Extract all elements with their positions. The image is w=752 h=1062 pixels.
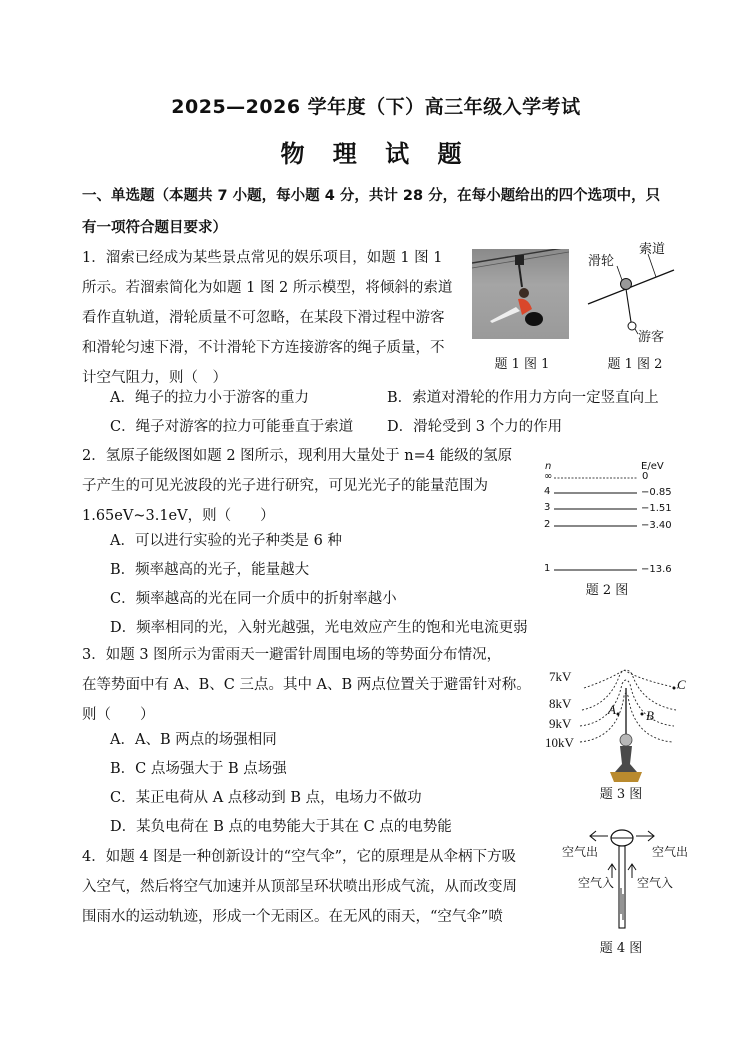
q1-fig1-caption: 题 1 图 1 <box>494 357 550 372</box>
level-n-3: 3 <box>544 502 551 513</box>
q3-line: 则（ ） <box>82 707 155 723</box>
q4-line: 围雨水的运动轨迹，形成一个无雨区。在无风的雨天，“空气伞”喷 <box>82 909 503 925</box>
q1-label-tourist: 游客 <box>638 330 665 345</box>
q3-option-d: D．某负电荷在 B 点的电势能大于其在 C 点的电势能 <box>110 819 452 835</box>
section-heading-line: 有一项符合题目要求） <box>82 220 227 236</box>
lightning-rod-pedestal <box>610 772 642 782</box>
exam-title: 2025—2026 学年度（下）高三年级入学考试 <box>171 96 581 118</box>
q3-option-b: B．C 点场强大于 B 点场强 <box>110 761 287 777</box>
q3-options <box>110 726 452 842</box>
q4-fig-caption: 题 4 图 <box>599 941 643 956</box>
air-out-arrow-left-icon <box>590 831 608 841</box>
question-3 <box>82 640 532 730</box>
q1-fig2-caption: 题 1 图 2 <box>607 357 663 372</box>
q2-option-a: A．可以进行实验的光子种类是 6 种 <box>110 533 342 549</box>
cable-label-leader <box>648 254 656 277</box>
pulley-label-leader <box>617 266 622 280</box>
q1-label-cable: 索道 <box>639 242 666 257</box>
q3-option-c: C．某正电荷从 A 点移动到 B 点，电场力不做功 <box>110 790 422 806</box>
lightning-rod-ball <box>620 734 632 746</box>
q1-line: 和滑轮匀速下滑，不计滑轮下方连接游客的绳子质量，不 <box>82 340 445 356</box>
air-out-arrow-right-icon <box>636 831 654 841</box>
rope-line <box>626 289 631 322</box>
question-2 <box>82 441 532 531</box>
q2-fig-caption: 题 2 图 <box>585 583 629 598</box>
q2-option-c: C．频率越高的光在同一介质中的折射率越小 <box>110 591 397 607</box>
level-n-4: 4 <box>544 486 551 497</box>
question-1 <box>82 243 482 393</box>
level-e-2: −3.40 <box>641 520 672 531</box>
q1-line: 看作直轨道，滑轮质量不可忽略，在某段下滑过程中游客 <box>82 310 445 326</box>
q4-air-out-right: 空气出 <box>652 845 689 859</box>
q3-surface-10kv: 10kV <box>545 735 574 750</box>
point-b-marker <box>641 713 644 716</box>
q3-line: 3．如题 3 图所示为雷雨天一避雷针周围电场的等势面分布情况， <box>82 647 502 663</box>
umbrella-handle <box>619 846 625 928</box>
q2-line: 子产生的可见光波段的光子进行研究，可见光光子的能量范围为 <box>82 478 488 494</box>
exam-subtitle: 物 理 试 题 <box>280 140 472 168</box>
q4-air-in-right: 空气入 <box>637 876 674 890</box>
q2-options <box>110 527 528 643</box>
q3-line: 在等势面中有 A、B、C 三点。其中 A、B 两点位置关于避雷针对称。 <box>82 677 531 693</box>
q2-n-label: n <box>545 461 552 472</box>
q1-label-pulley: 滑轮 <box>588 254 615 269</box>
q2-line: 2．氢原子能级图如题 2 图所示，现利用大量处于 n=4 能级的氢原 <box>82 448 513 464</box>
level-e-1: −13.6 <box>641 564 672 575</box>
lightning-rod-base <box>615 746 637 772</box>
q2-line: 1.65eV~3.1eV，则（ ） <box>82 508 275 524</box>
q4-line: 入空气，然后将空气加速并从顶部呈环状喷出形成气流，从而改变周 <box>82 879 517 895</box>
q1-line: 1．溜索已经成为某些景点常见的娱乐项目，如题 1 图 1 <box>82 250 443 266</box>
tourist-icon <box>628 322 636 330</box>
q1-option-d: D．滑轮受到 3 个力的作用 <box>387 419 563 435</box>
equipotential-9kv <box>580 680 674 726</box>
q3-option-a: A．A、B 两点的场强相同 <box>110 732 277 748</box>
q1-fig1-photo <box>472 249 569 339</box>
q3-point-b-label: B <box>646 708 654 723</box>
q3-fig-caption: 题 3 图 <box>599 787 643 802</box>
point-a-marker <box>617 713 620 716</box>
q3-surface-8kv: 8kV <box>549 696 572 711</box>
level-n-2: 2 <box>544 519 551 530</box>
q1-line: 计空气阻力，则（ ） <box>82 370 227 386</box>
level-n-1: 1 <box>544 563 551 574</box>
zipline-photo-illustration <box>472 249 569 339</box>
q4-air-in-left: 空气入 <box>578 876 615 890</box>
q3-surface-7kv: 7kV <box>549 669 572 684</box>
level-e-3: −1.51 <box>641 503 672 514</box>
section-heading <box>82 180 682 244</box>
air-in-arrow-right-icon <box>628 864 636 878</box>
q2-e-label: E/eV <box>641 461 664 472</box>
question-4 <box>82 842 552 932</box>
level-e-inf: 0 <box>642 471 649 482</box>
q1-option-b: B．索道对滑轮的作用力方向一定竖直向上 <box>387 390 659 406</box>
level-n-inf: ∞ <box>544 471 553 482</box>
pulley-icon <box>621 279 632 290</box>
q1-line: 所示。若溜索简化为如题 1 图 2 所示模型，将倾斜的索道 <box>82 280 453 296</box>
level-e-4: −0.85 <box>641 487 672 498</box>
q1-option-a: A．绳子的拉力小于游客的重力 <box>110 390 309 406</box>
q3-point-c-label: C <box>677 677 686 692</box>
q2-option-b: B．频率越高的光子，能量越大 <box>110 562 310 578</box>
point-c-marker <box>673 687 676 690</box>
q4-line: 4．如题 4 图是一种创新设计的“空气伞”，它的原理是从伞柄下方吸 <box>82 849 516 865</box>
q3-point-a-label: A <box>608 702 616 717</box>
section-heading-line: 一、单选题（本题共 7 小题，每小题 4 分，共计 28 分，在每小题给出的四个选项中，只 <box>82 188 661 204</box>
q3-surface-9kv: 9kV <box>549 716 572 731</box>
q1-option-c: C．绳子对游客的拉力可能垂直于索道 <box>110 419 354 435</box>
q2-option-d: D．频率相同的光，入射光越强，光电效应产生的饱和光电流更弱 <box>110 620 528 636</box>
equipotential-8kv <box>582 670 676 710</box>
q4-air-out-left: 空气出 <box>562 845 599 859</box>
